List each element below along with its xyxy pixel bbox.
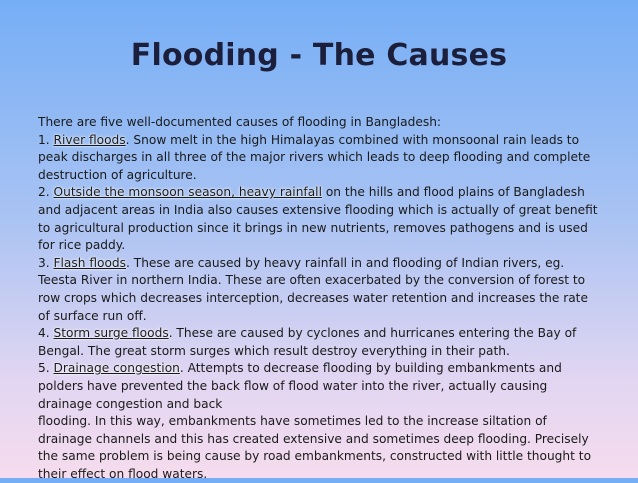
slide-title: Flooding - The Causes [130, 38, 508, 73]
cause-text: . Snow melt in the high Himalayas combined with monsoonal rain leads to peak discharges in all three of the major rivers which leads to deep flooding and complete destruction of agriculture. [38, 132, 591, 182]
cause-text: . Attempts to decrease flooding by building embankments and polders have prevented the back flow of flood water into the river, actually causing drainage congestion and back [38, 361, 562, 411]
cause-item-storm-surge [38, 325, 598, 360]
cause-term: Drainage congestion [53, 361, 180, 376]
cause-text: on the hills and flood plains of Bangladesh and adjacent areas in India also causes extensive flooding which is actually of great benefit to agricultural production since it brings in new nutrients, removes pathogens and is used for rice paddy. [38, 185, 598, 253]
intro-paragraph: There are five well-documented causes of flooding in Bangladesh: [38, 115, 442, 129]
cause-number: 4. [38, 326, 54, 341]
cause-item-heavy-rainfall [38, 184, 598, 254]
cause-term: Storm surge floods [53, 326, 169, 341]
cause-term: River floods [53, 132, 126, 147]
cause-item-flash-floods [38, 255, 598, 325]
cause-term: Flash floods [53, 255, 127, 270]
continuation-paragraph: flooding. In this way, embankments have sometimes led to the increase siltation of drainage channels and this has created extensive and sometimes deep flooding. Precisely the same problem is being cause by road embankments, constructed with little thought to their effect on flood waters. [38, 414, 592, 481]
cause-term: Outside the monsoon season, heavy rainfall [53, 185, 322, 200]
cause-number: 2. [38, 185, 54, 200]
cause-text: . These are caused by heavy rainfall in and flooding of Indian rivers, eg. Teesta River in northern India. These are often exacerbated by the conversion of forest to row crops which decreases interception, decreases water retention and increases the rate of surface run off. [38, 255, 588, 323]
cause-number: 3. [38, 255, 54, 270]
cause-item-drainage-congestion [38, 360, 598, 413]
slide-body [38, 114, 598, 483]
cause-item-river-floods [38, 132, 598, 185]
cause-text: . These are caused by cyclones and hurricanes entering the Bay of Bengal. The great storm surges which result destroy everything in their path. [38, 326, 577, 358]
cause-number: 5. [38, 361, 54, 376]
cause-number: 1. [38, 132, 54, 147]
